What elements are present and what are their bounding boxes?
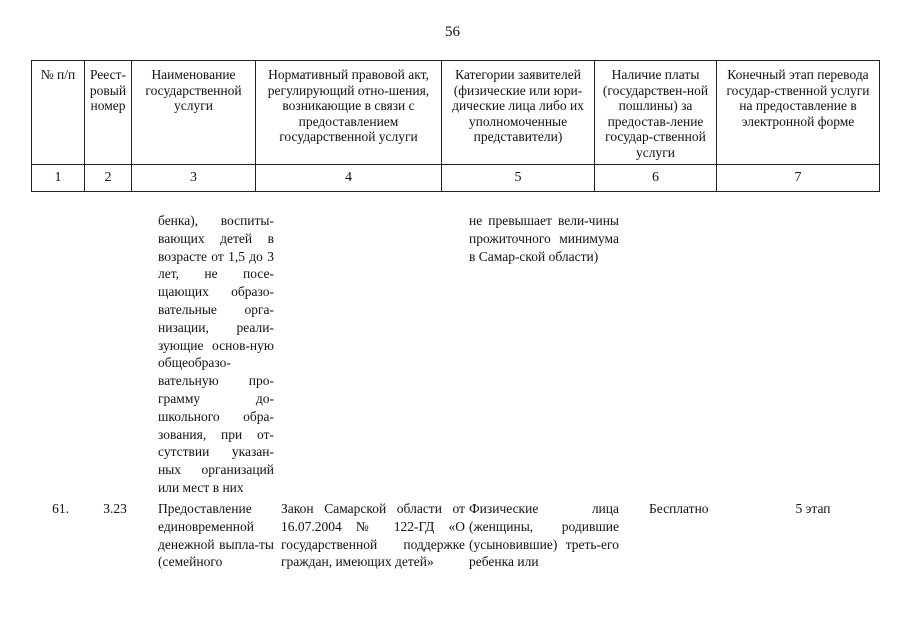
col-number-4: 4 [256, 165, 442, 192]
col-number-7: 7 [717, 165, 880, 192]
row-61-fee: Бесплатно [649, 501, 709, 516]
col-number-1: 1 [32, 165, 85, 192]
row-61-service-name: Предоставление единовременной денежной выпла-ты (семейного [158, 501, 274, 570]
col-number-6: 6 [595, 165, 717, 192]
column-number-row [32, 165, 880, 192]
row-61-stage: 5 этап [795, 501, 831, 516]
col-header-service-name: Наименование государственной услуги [132, 61, 256, 165]
row-61-registry-number: 3.23 [103, 501, 127, 516]
col-number-3: 3 [132, 165, 256, 192]
row-61-legal-act: Закон Самарской области от 16.07.2004 № 122-ГД «О государственной поддержке граждан, имеющих детей» [281, 501, 465, 570]
col-header-stage: Конечный этап перевода государ-ственной услуги на предоставление в электронной форме [717, 61, 880, 165]
services-table-header [31, 60, 880, 192]
col-header-fee: Наличие платы (государствен-ной пошлины) за предостав-ление государ-ственной услуги [595, 61, 717, 165]
continuation-applicants: не превышает вели-чины прожиточного минимума в Самар-ской области) [469, 213, 619, 264]
page-number: 56 [445, 24, 460, 40]
col-header-legal-act: Нормативный правовой акт, регулирующий отно-шения, возникающие в связи с предоставлением государственной услуги [256, 61, 442, 165]
col-number-5: 5 [442, 165, 595, 192]
col-header-num: № п/п [32, 61, 85, 165]
continuation-service-name: бенка), воспиты-вающих детей в возрасте от 1,5 до 3 лет, не посе-щающих образо-вательные орга-низации, реали-зующие основ-ную общеобразо-вательную про-грамму до-школьного обра-зования, при от-сутствии указан-ных организаций или мест в них [158, 213, 274, 495]
col-header-reg-num: Реест-ровый номер [85, 61, 132, 165]
row-61-number: 61. [52, 501, 69, 516]
col-number-2: 2 [85, 165, 132, 192]
header-row [32, 61, 880, 165]
row-61-applicants: Физические лица (женщины, родившие (усыновившие) треть-его ребенка или [469, 501, 619, 570]
col-header-applicants: Категории заявителей (физические или юри-дические лица либо их уполномоченные представители) [442, 61, 595, 165]
